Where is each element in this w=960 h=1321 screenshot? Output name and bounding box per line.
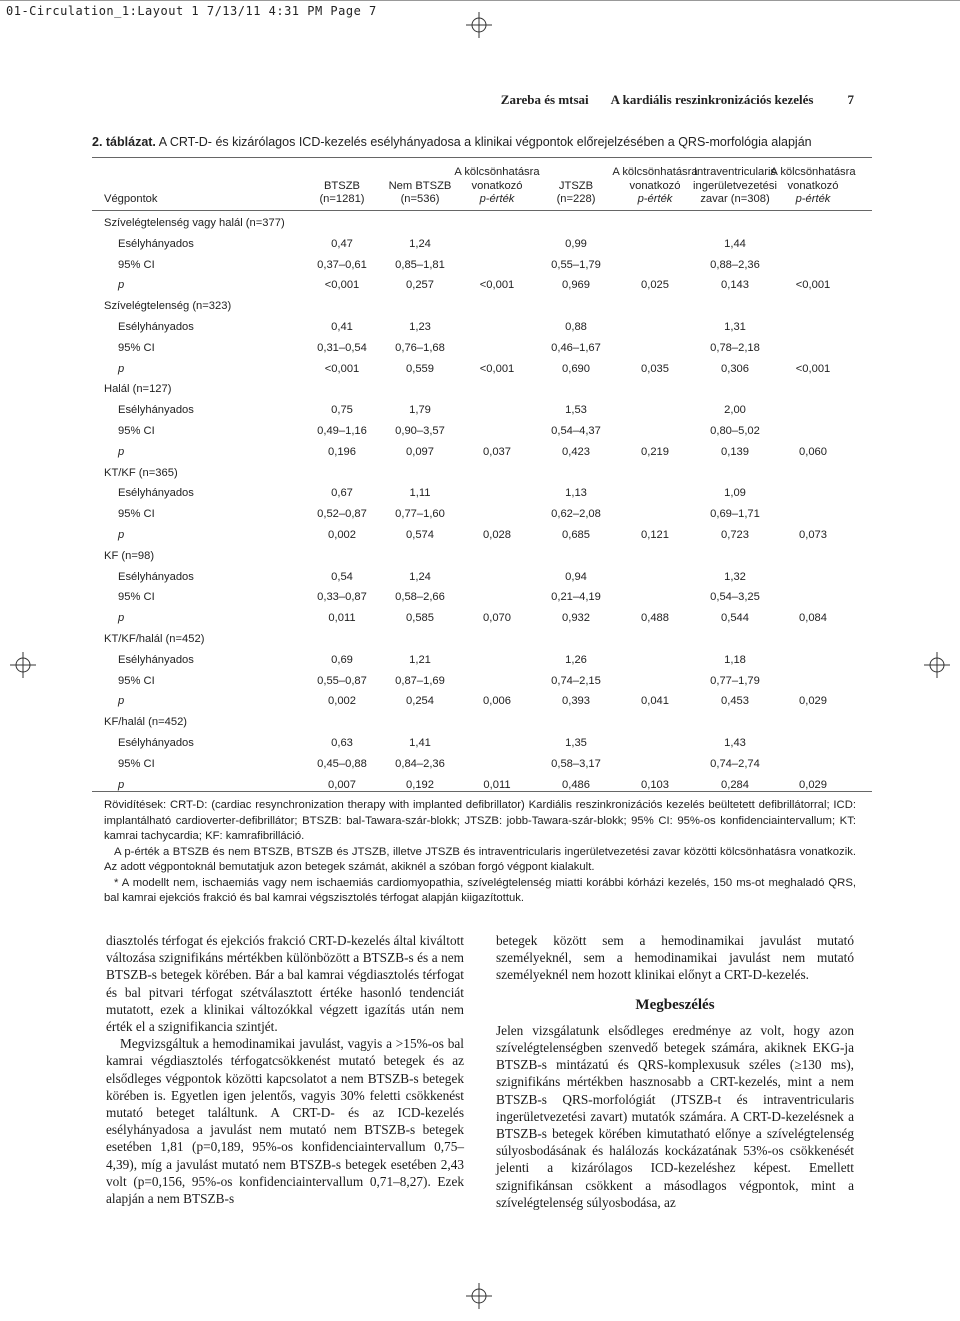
table-cell: 0,85–1,81 [395, 258, 445, 271]
table-cell: 0,47 [331, 237, 353, 250]
table-cell: 0,21–4,19 [551, 591, 601, 604]
table-cell: 0,49–1,16 [317, 425, 367, 437]
table-cell: 0,84–2,36 [395, 757, 445, 770]
table-cell: 0,932 [562, 612, 590, 625]
print-slug: 01-Circulation_1:Layout 1 7/13/11 4:31 PM Page 7 [6, 4, 377, 18]
table-cell: 0,45–0,88 [317, 757, 367, 770]
group-label: Szívelégtelenség (n=323) [104, 300, 232, 313]
table-cell: 0,74–2,74 [710, 757, 760, 770]
group-label: Szívelégtelenség vagy halál (n=377) [104, 217, 285, 229]
table-cell: 0,58–3,17 [551, 757, 601, 770]
table-row [0, 342, 960, 356]
paragraph: betegek között sem a hemodinamikai javulást mutató személyeknél, sem a hemodinamikai javulást nem mutató személyeknél nem hozott klinikai előnyt a CRT-D-kezelés. [496, 933, 854, 983]
table-group-row [0, 217, 960, 231]
group-label: KT/KF/halál (n=452) [104, 633, 205, 645]
table-cell: 0,46–1,67 [551, 341, 601, 354]
table-cell: 0,55–1,79 [551, 258, 601, 271]
column-header-line: ingerületvezetési [693, 179, 777, 192]
column-header-line: (n=228) [556, 193, 596, 205]
column-header [452, 166, 542, 207]
table-cell: 0,37–0,61 [317, 258, 367, 271]
table-group-row [0, 550, 960, 564]
table-cell: 0,31–0,54 [317, 341, 367, 354]
column-header-line: p-érték [637, 193, 673, 205]
column-header-line: A kölcsönhatásra [612, 166, 698, 178]
column-header-line: Intraventricularis [693, 166, 777, 178]
table-cell: <0,001 [324, 362, 360, 375]
running-head [501, 92, 854, 108]
group-label: KF (n=98) [104, 549, 155, 562]
table-cell: 0,453 [721, 695, 749, 708]
table-cell: 0,139 [721, 445, 749, 458]
table-cell: 1,24 [409, 237, 431, 250]
column-header [610, 166, 700, 207]
table-cell: <0,001 [479, 362, 515, 375]
row-label: Esélyhányados [118, 404, 194, 417]
row-label: Esélyhányados [118, 237, 194, 250]
table-cell: 0,690 [562, 362, 590, 375]
table-cell: 0,488 [641, 612, 669, 625]
column-header-line: Nem BTSZB [388, 179, 452, 192]
table-row [0, 487, 960, 501]
table-cell: 0,88–2,36 [710, 258, 760, 271]
table-cell: 1,21 [409, 653, 431, 666]
table-cell: 0,585 [406, 612, 434, 625]
row-label: 95% CI [118, 425, 155, 437]
row-label: 95% CI [118, 508, 155, 521]
column-header-line: vonatkozó [471, 179, 523, 192]
column-header-line: Végpontok [104, 193, 158, 205]
table-cell: 0,060 [799, 445, 827, 458]
row-label: p [118, 529, 125, 541]
page-top-edge [0, 0, 960, 1]
table-row [0, 737, 960, 751]
row-label: Esélyhányados [118, 321, 194, 333]
table-cell: 0,423 [562, 445, 590, 458]
group-label: KT/KF (n=365) [104, 466, 178, 479]
table-bottom-rule [92, 791, 872, 792]
table-cell: 0,002 [328, 529, 356, 541]
table-cell: 0,544 [721, 612, 749, 625]
table-cell: 1,43 [724, 737, 746, 749]
table-cell: 0,99 [565, 237, 587, 250]
paragraph: Jelen vizsgálatunk elsődleges eredménye az volt, hogy azon szívelégtelenségben szenvedő betegek számára, akiknek EKG-ja BTSZB-s mintázatú és QRS-komplexusuk széles (≥130 ms), szignifikáns mértékben hasznosabb a CRT-kezelés, mint a nem BTSZB-s QRS-morfológiát (JTSZB-t és intraventricularis ingerületvezetési zavart) mutatók számára. A CRT-D-kezelésnek a BTSZB-s betegek körében kimutatható előnye a szívelégtelenség súlyosbodásának és halálozás kockázatának 53%-os csökkenését jelenti a kizárólagos ICD-kezeléshez képest. Emellett szignifikánsan csökkent a másodlagos végpontok, mint a szívelégtelenség súlyosbodása, az [496, 1022, 854, 1210]
table-cell: 0,69–1,71 [710, 508, 760, 521]
table-cell: 0,143 [721, 279, 749, 292]
column-header-line: A kölcsönhatásra [454, 166, 540, 178]
row-label: Esélyhányados [118, 487, 194, 500]
row-label: p [118, 612, 125, 625]
table-cell: 1,41 [409, 737, 431, 749]
table-group-row [0, 633, 960, 647]
table-cell: 0,011 [328, 612, 356, 625]
table-cell: <0,001 [479, 279, 515, 292]
column-header-line [302, 166, 382, 180]
row-label: p [118, 279, 125, 292]
table-row [0, 591, 960, 605]
table-cell: 0,574 [406, 529, 434, 541]
table-cell: 0,63 [331, 737, 353, 749]
table-cell: 0,58–2,66 [395, 591, 445, 604]
table-cell: 0,78–2,18 [710, 341, 760, 354]
column-header [690, 166, 780, 207]
table-cell: 0,219 [641, 445, 669, 458]
row-label: p [118, 362, 125, 375]
table-cell: 0,77–1,60 [395, 508, 445, 521]
row-label: Esélyhányados [118, 737, 194, 749]
table-cell: 1,13 [565, 487, 587, 500]
table-cell: 0,011 [483, 778, 511, 791]
table-cell: 0,002 [328, 695, 356, 708]
body-column-right [496, 932, 854, 1211]
table-row [0, 238, 960, 252]
table-cell: 0,196 [328, 445, 356, 458]
table-cell: 0,029 [799, 695, 827, 708]
table-cell: 0,029 [799, 778, 827, 791]
table-cell: 1,11 [409, 487, 431, 500]
table-cell: 0,54–3,25 [710, 591, 760, 604]
table-cell: 0,559 [406, 362, 434, 375]
table-cell: 0,084 [799, 612, 827, 625]
column-header [104, 166, 194, 207]
table-row [0, 321, 960, 335]
column-header-line: JTSZB [558, 179, 594, 192]
table-row [0, 529, 960, 543]
row-label: 95% CI [118, 674, 155, 687]
table-cell: 0,073 [799, 529, 827, 541]
table-row [0, 425, 960, 439]
table-cell: 0,52–0,87 [317, 508, 367, 521]
table-cell: 0,76–1,68 [395, 341, 445, 354]
table-cell: 0,969 [562, 279, 590, 292]
column-header-line [104, 180, 194, 194]
table-notes [104, 798, 856, 907]
registration-mark-icon [466, 12, 492, 38]
table-row [0, 612, 960, 626]
table-cell: 0,723 [721, 529, 749, 541]
table-cell: <0,001 [324, 279, 360, 292]
table-cell: 1,31 [724, 321, 746, 333]
table-cell: 0,685 [562, 529, 590, 541]
table-cell: 0,94 [565, 570, 587, 583]
row-label: p [118, 778, 125, 791]
group-label: KF/halál (n=452) [104, 716, 188, 729]
table-cell: 0,67 [331, 487, 353, 500]
table-cell: 0,257 [406, 279, 434, 292]
group-label: Halál (n=127) [104, 383, 172, 396]
column-header-line [104, 166, 194, 180]
table-row [0, 508, 960, 522]
table-cell: 1,35 [565, 737, 587, 749]
column-header [380, 166, 460, 207]
table-cell: 1,26 [565, 653, 587, 666]
column-header-line: zavar (n=308) [700, 193, 770, 205]
table-cell: 0,74–2,15 [551, 674, 601, 687]
table-cell: <0,001 [795, 362, 831, 375]
row-label: p [118, 695, 125, 708]
table-cell: 0,90–3,57 [395, 425, 445, 437]
table-cell: 0,007 [328, 778, 356, 791]
table-header-rule [92, 210, 872, 211]
table-cell: 0,121 [641, 529, 669, 541]
column-header [536, 166, 616, 207]
table-cell: 0,306 [721, 362, 749, 375]
table-cell: 0,192 [406, 778, 434, 791]
table-row [0, 446, 960, 460]
table-cell: 0,097 [406, 445, 434, 458]
table-cell: 0,41 [331, 321, 353, 333]
table-cell: 1,18 [724, 653, 746, 666]
table-cell: 0,070 [483, 612, 511, 625]
table-cell: 0,041 [641, 695, 669, 708]
table-cell: 0,80–5,02 [710, 425, 760, 437]
column-header-line: (n=536) [400, 193, 440, 205]
table-group-row [0, 300, 960, 314]
table-row [0, 404, 960, 418]
row-label: Esélyhányados [118, 653, 194, 666]
table-cell: 0,486 [562, 778, 590, 791]
page-number: 7 [847, 92, 854, 107]
column-header [302, 166, 382, 207]
table-cell: 0,025 [641, 279, 669, 292]
table-cell: 1,23 [409, 321, 431, 333]
running-head-section: A kardiális reszinkronizációs kezelés [610, 92, 814, 107]
row-label: 95% CI [118, 341, 155, 354]
table-group-row [0, 467, 960, 481]
table-cell: 1,24 [409, 570, 431, 583]
table-cell: <0,001 [795, 279, 831, 292]
table-cell: 0,33–0,87 [317, 591, 367, 604]
column-header-line: BTSZB [323, 179, 361, 192]
table-cell: 0,75 [331, 404, 353, 417]
table-cell: 0,006 [483, 695, 511, 708]
table-cell: 1,32 [724, 570, 746, 583]
row-label: p [118, 445, 125, 458]
table-top-rule [92, 157, 872, 158]
table-cell: 1,79 [409, 404, 431, 417]
section-heading: Megbeszélés [635, 996, 715, 1013]
table-cell: 0,254 [406, 695, 434, 708]
table-title [92, 135, 872, 149]
table-cell: 0,393 [562, 695, 590, 708]
table-row [0, 259, 960, 273]
abbreviations-note: Rövidítések: CRT-D: (cardiac resynchronization therapy with implanted defibrillator) Kardiális reszinkronizációs kezelés beültetett defibrillátorral; ICD: implantálható cardioverter-defibrillátor; BTSZB: bal-Tawara-szár-blokk; JTSZB: jobb-Tawara-szár-blokk; 95% CI: 95%-os konfidenciaintervallum; KT: kamrai tachycardia; KF: kamrafibrilláció. [104, 799, 856, 842]
table-cell: 0,55–0,87 [317, 674, 367, 687]
column-header-line: vonatkozó [787, 179, 839, 192]
table-cell: 1,53 [565, 404, 587, 417]
table-row [0, 279, 960, 293]
table-cell: 0,87–1,69 [395, 674, 445, 687]
table-row [0, 654, 960, 668]
table-row [0, 758, 960, 772]
table-cell: 0,69 [331, 653, 353, 666]
column-header-line: (n=1281) [319, 193, 365, 205]
table-group-row [0, 383, 960, 397]
table-caption: A CRT-D- és kizárólagos ICD-kezelés esélyhányadosa a klinikai végpontok előrejelzésében a QRS-morfológia alapján [158, 135, 812, 149]
column-header-line: p-érték [795, 193, 831, 205]
model-note: * A modellt nem, ischaemiás vagy nem ischaemiás cardiomyopathia, szívelégtelenség miatti korábbi kórházi kezelés, 150 ms-ot meghaladó QRS, bal kamrai ejekciós frakció és bal kamrai végszisztolés térfogat alapján kiigazítottuk. [104, 876, 856, 904]
table-cell: 0,284 [721, 778, 749, 791]
row-label: Esélyhányados [118, 570, 194, 583]
column-header-line: p-érték [479, 193, 515, 205]
table-cell: 0,54 [331, 570, 353, 583]
table-cell: 0,88 [565, 321, 587, 333]
row-label: 95% CI [118, 258, 155, 271]
column-header-line: A kölcsönhatásra [770, 166, 856, 178]
p-value-note: A p-érték a BTSZB és nem BTSZB, BTSZB és JTSZB, illetve JTSZB és intraventricularis ingerületvezetési zavar közötti kölcsönhatásra vonatkozik. Az adott végpontoknál bemutatjuk azon betegek számát, akiknél a szóban forgó végpont kialakult. [104, 845, 856, 873]
table-cell: 0,037 [483, 445, 511, 458]
running-head-authors: Zareba és mtsai [500, 92, 589, 107]
column-header [768, 166, 858, 207]
table-row [0, 571, 960, 585]
column-header-line [536, 166, 616, 180]
table-cell: 0,035 [641, 362, 669, 375]
registration-mark-icon [466, 1283, 492, 1309]
body-column-left [106, 932, 464, 1207]
table-cell: 0,028 [483, 529, 511, 541]
row-label: 95% CI [118, 591, 155, 604]
table-cell: 0,54–4,37 [551, 425, 601, 437]
column-header-line: vonatkozó [629, 179, 681, 192]
column-header-line [380, 166, 460, 180]
paragraph: Megvizsgáltuk a hemodinamikai javulást, vagyis a >15%-os bal kamrai végdiasztolés térfogatcsökkenést mutató betegek és az elsődleges végpontok közötti kapcsolatot a nem BTSZB-s betegek körében is. Egyetlen igen jelentős, vagyis 30% feletti csökkenést mutató beteget találtunk. A CRT-D- és az ICD-kezelés esélyhányadosa a javulást nem mutató nem BTSZB-s betegek esetében 1,81 (p=0,189, 95%-os konfidenciaintervallum 0,75–4,39), míg a javulást mutató nem BTSZB-s betegek esetében 2,43 volt (p=0,156, 95%-os konfidenciaintervallum 0,71–8,27). Ezek alapján a nem BTSZB-s [106, 1036, 464, 1207]
table-cell: 0,62–2,08 [551, 508, 601, 521]
table-row [0, 695, 960, 709]
paragraph: diasztolés térfogat és ejekciós frakció CRT-D-kezelés által kiváltott változása szignifikáns mértékben különbözött a BTSZB-s és a nem BTSZB-s betegek körében. Bár a bal kamrai végdiasztolés térfogat és bal pitvari térfogat szétválasztott értéke hasonló tendenciát mutatott, ezek a klinikai változókkal végzett igazítás után nem érték el a szignifikancia szintjét. [106, 933, 464, 1035]
table-cell: 0,77–1,79 [710, 674, 760, 687]
table-row [0, 675, 960, 689]
table-cell: 2,00 [724, 404, 746, 417]
table-cell: 1,09 [724, 487, 746, 500]
table-cell: 0,103 [641, 778, 669, 791]
table-cell: 1,44 [724, 237, 746, 250]
table-number: 2. táblázat. [92, 135, 156, 149]
table-row [0, 363, 960, 377]
row-label: 95% CI [118, 757, 155, 770]
table-group-row [0, 716, 960, 730]
